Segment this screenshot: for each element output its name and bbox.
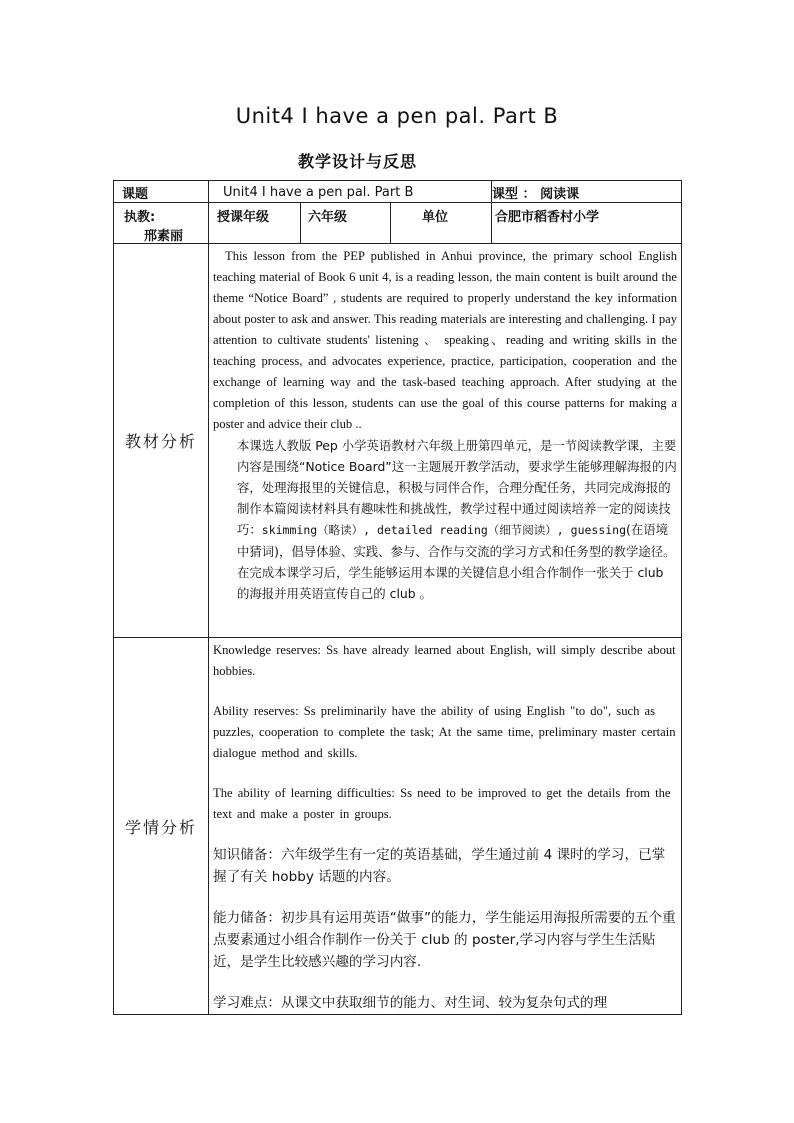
grade-value: 六年级 [301,203,391,244]
lesson-plan-table [113,180,682,1015]
student-analysis-content [209,638,682,1015]
knowledge-reserves-en: Knowledge reserves: Ss have already learned about English, will simply describe about hobbies. [213,643,676,678]
knowledge-reserves-zh: 知识储备：六年级学生有一定的英语基础，学生通过前 4 课时的学习，已掌握了有关 hobby 话题的内容。 [213,847,666,885]
row-material-analysis [114,244,682,638]
lesson-type-label: 课型 ： [492,187,536,202]
learning-difficulties-zh: 学习难点：从课文中获取细节的能力、对生词、较为复杂句式的理 [213,995,608,1011]
grade-label: 授课年级 [209,203,301,244]
material-analysis-label: 教材分析 [114,244,209,638]
row-student-analysis [114,638,682,1015]
teacher-name: 邢素丽 [144,229,184,244]
row-topic [114,181,682,203]
learning-difficulties-en: The ability of learning difficulties: Ss need to be improved to get the details from the text and make a poster in groups. [213,786,671,821]
material-analysis-chinese [213,435,677,604]
teacher-cell [114,203,209,244]
unit-label: 单位 [391,203,492,244]
material-analysis-content [209,244,682,638]
student-analysis-label: 学情分析 [114,638,209,1015]
teacher-label: 执教: [124,210,156,225]
material-analysis-english: This lesson from the PEP published in Anhui province, the primary school English teaching material of Book 6 unit 4, is a reading lesson, the main content is built around the theme “Notice Board” , students are required to properly understand the key information about poster to ask and answer. This reading materials are interesting and challenging. I pay attention to cultivate students' listening 、 speaking、reading and writing skills in the teaching process, and advocates experience, practice, participation, cooperation and the exchange of learning way and the task-based teaching approach. After studying at the completion of this lesson, students can use the goal of this course patterns for making a poster and advice their club .. [213,249,677,431]
topic-label: 课题 [114,181,209,203]
material-analysis-chinese-part3: (在语境中猜词)，倡导体验、实践、参与、合作与交流的学习方式和任务型的教学途径。在完成本课学习后，学生能够运用本课的关键信息小组合作制作一张关于 club 的海报并用英语宣传自己的 club 。 [237,522,676,601]
material-analysis-chinese-part1: 本课选人教版 Pep 小学英语教材六年级上册第四单元，是一节阅读教学课，主要内容是围绕“Notice Board”这一主题展开教学活动，要求学生能够理解海报的内容，处理海报里的关键信息，积极与同伴合作，合理分配任务，共同完成海报的制作本篇阅读材料具有趣味性和挑战性，教学过程中通过阅读培养一定的阅读技巧： [237,438,677,537]
document-subtitle: 教学设计与反思 [298,152,418,171]
topic-value: Unit4 I have a pen pal. Part B [209,181,492,203]
document-title: Unit4 I have a pen pal. Part B [235,104,559,128]
material-analysis-chinese-part2: skimming（略读）, detailed reading（细节阅读）, guessing [261,523,627,537]
row-teacher [114,203,682,244]
unit-value: 合肥市稻香村小学 [492,203,682,244]
lesson-type-value: 阅读课 [540,187,580,202]
ability-reserves-en: Ability reserves: Ss preliminarily have the ability of using English "to do", such as puzzles, cooperation to complete the task; At the same time, preliminary master certain dialogue method and skills. [213,704,676,760]
ability-reserves-zh: 能力储备：初步具有运用英语“做事”的能力，学生能运用海报所需要的五个重点要素通过小组合作制作一份关于 club 的 poster,学习内容与学生生活贴近，是学生比较感兴趣的学习内容. [213,910,676,970]
lesson-type-cell [492,181,682,203]
